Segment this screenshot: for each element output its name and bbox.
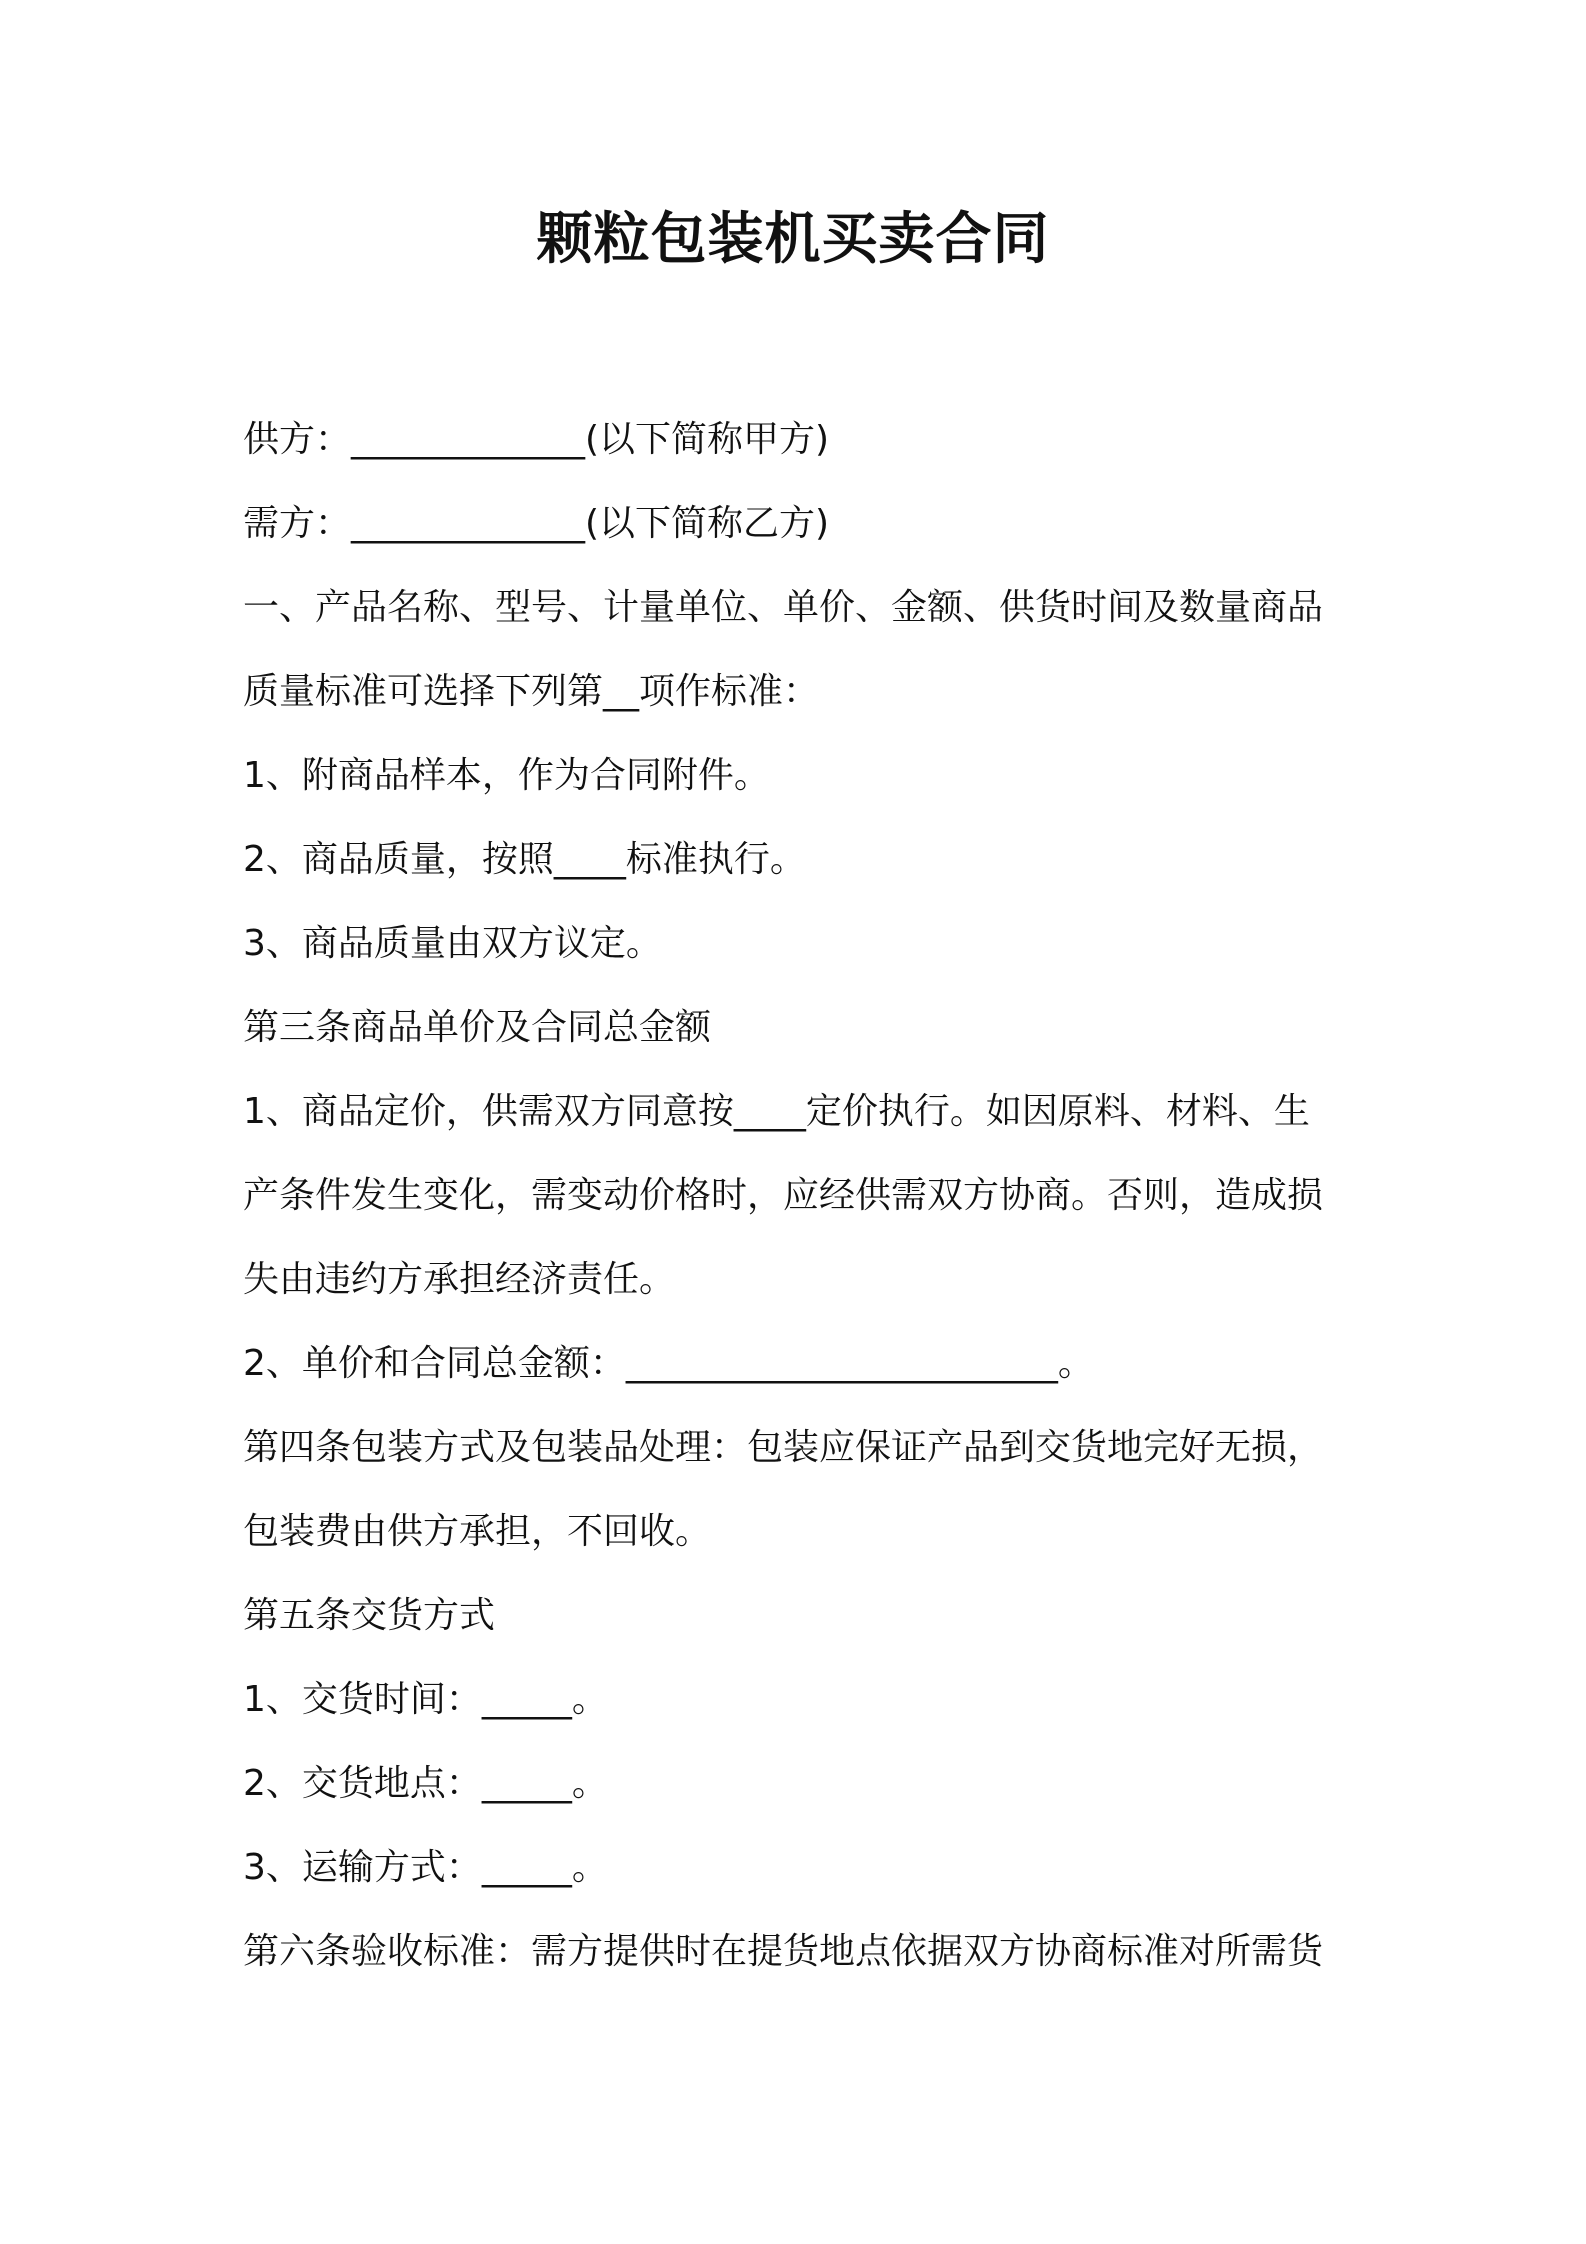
delivery-place-item: 2、交货地点：_____。 bbox=[243, 1763, 608, 1804]
delivery-time-item: 1、交货时间：_____。 bbox=[243, 1679, 608, 1720]
document-body bbox=[243, 398, 1363, 1994]
article-three-heading: 第三条商品单价及合同总金额 bbox=[243, 1007, 712, 1048]
article-four-line-1: 第四条包装方式及包装品处理：包装应保证产品到交货地完好无损， bbox=[243, 1427, 1324, 1468]
article-six-line-1: 第六条验收标准：需方提供时在提货地点依据双方协商标准对所需货 bbox=[243, 1931, 1324, 1972]
document-title: 颗粒包装机买卖合同 bbox=[536, 207, 1050, 272]
article-three-item-1-line-2: 产条件发生变化，需变动价格时，应经供需双方协商。否则，造成损 bbox=[243, 1175, 1324, 1216]
quality-item-2: 2、商品质量，按照____标准执行。 bbox=[243, 839, 806, 880]
article-three-item-1-line-3: 失由违约方承担经济责任。 bbox=[243, 1259, 676, 1300]
quality-item-1: 1、附商品样本，作为合同附件。 bbox=[243, 755, 770, 796]
article-five-heading: 第五条交货方式 bbox=[243, 1595, 496, 1636]
buyer-line: 需方：_____________(以下简称乙方) bbox=[243, 503, 830, 544]
article-three-item-2: 2、单价和合同总金额：________________________。 bbox=[243, 1343, 1094, 1384]
section-one-line-1: 一、产品名称、型号、计量单位、单价、金额、供货时间及数量商品 bbox=[243, 587, 1324, 628]
quality-item-3: 3、商品质量由双方议定。 bbox=[243, 923, 662, 964]
transport-method-item: 3、运输方式：_____。 bbox=[243, 1847, 608, 1888]
article-four-line-2: 包装费由供方承担，不回收。 bbox=[243, 1511, 712, 1552]
supplier-line: 供方：_____________(以下简称甲方) bbox=[243, 419, 830, 460]
article-three-item-1-line-1: 1、商品定价，供需双方同意按____定价执行。如因原料、材料、生 bbox=[243, 1091, 1310, 1132]
section-one-line-2: 质量标准可选择下列第__项作标准： bbox=[243, 671, 820, 712]
